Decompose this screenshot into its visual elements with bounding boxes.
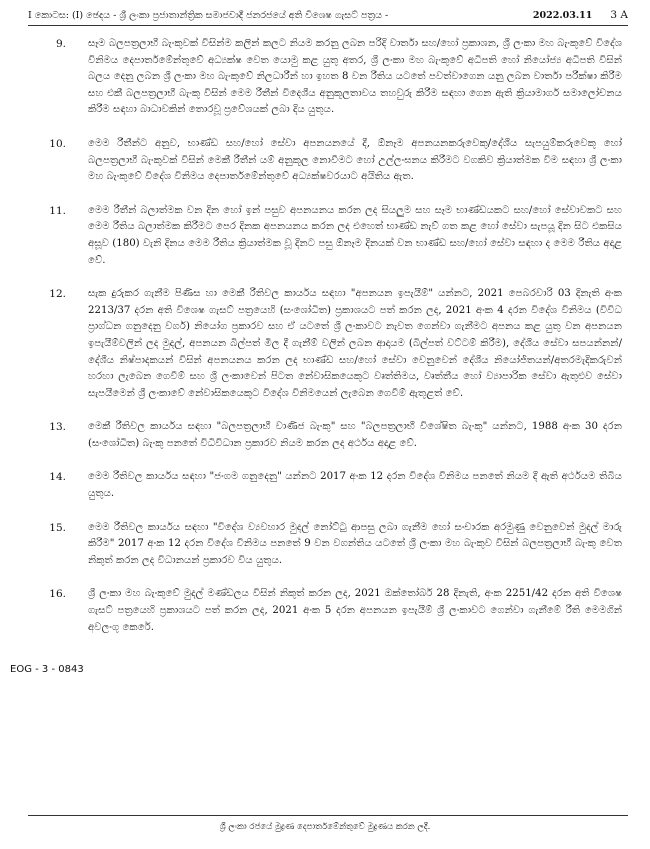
clause-11	[28, 203, 622, 269]
clause-number: 14.	[49, 471, 66, 484]
clause-text: මෙම රීතිවල කාර්යය සඳහා "විදේශ ව්‍යවහාර මුදල් නෝට්ටු ආපසු ලබා ගැනීම හෝ සංචාරක අරමුණු වෙනුවෙන් මුදල් මාරු කිරීම" 2017 අංක 12 දරන විදේශ විනිමය පනතේ 9 වන වගන්තිය යටතේ ශ්‍රී ලංකා මහ බැංකුව විසින් බලපත්‍රලාභී බැංකු වෙත නිකුත් කරන ලද විධානයන් ප්‍රකාරව විය යුතුය.	[88, 521, 622, 566]
clause-number: 15.	[49, 521, 66, 534]
clause-number: 16.	[49, 588, 66, 601]
clause-text: ශ්‍රී ලංකා මහ බැංකුවේ මුදල් මණ්ඩලය විසින් නිකුත් කරන ලද, 2021 ඔක්තෝබර් 28 දිනැති, අංක 2251/42 දරන අති විශෙෂ ගැසට් පත්‍රයෙහි ප්‍රකාශයට පත් කරන ලද, 2021 අංක 5 දරන අපනයන ඉපැයීම් ශ්‍රී ලංකාවට ගෙන්වා ගැනීමේ රීති මෙමගින් අවලංගු කෙරේ.	[88, 588, 622, 633]
gazette-title: I කොටස: (I) ඡෙදය - ශ්‍රී ලංකා ප්‍රජාතාන්ත්‍රික සමාජවාදී ජනරජයේ අති විශෙෂ ගැසට් පත්‍රය -	[28, 9, 389, 21]
clause-13	[28, 419, 622, 452]
clause-text: මෙකී රීතිවල කාර්යය සඳහා "බලපත්‍රලාභී වාණිජ බැංකු" සහ "බලපත්‍රලාභී විශේෂිත බැංකු" යන්නට, 1988 අංක 30 දරන (සංශෝධිත) බැංකු පනතේ විධිවිධාන ප්‍රකාරව නියම කරන ලද අර්ථය අදාළ වේ.	[88, 421, 622, 449]
clause-10	[28, 136, 622, 186]
clause-15	[28, 520, 622, 570]
clause-14	[28, 469, 622, 502]
clause-number: 11.	[49, 204, 66, 217]
footer-divider	[28, 815, 628, 816]
clause-number: 12.	[49, 288, 66, 301]
clause-number: 10.	[49, 137, 66, 150]
clause-number: 9.	[55, 38, 66, 50]
printer-imprint: ශ්‍රී ලංකා රජයේ මුද්‍රණ දෙපාර්තමේන්තුවේ මුද්‍රණය කරන ලදී.	[219, 822, 431, 832]
clause-text: සැක දුරුකර ගැනීම පිණිස හා මෙකී රීතිවල කාර්යය සඳහා "අපනයන ඉපැයීම්" යන්නට, 2021 පෙබරවාරි 03 දිනැති අංක 2213/37 දරන අති විශෙෂ ගැසට් පත්‍රයෙහි (සංශෝධිත) ප්‍රකාශයට පත් කරන ලද, 2021 අංක 4 දරන විදේශ විනිමය (විවිධ ප්‍රාග්ධන ගනුදෙනු වර්ග) නියෝග ප්‍රකාරව සහ ඒ යටතේ ශ්‍රී ලංකාවට නැවත ගෙන්වා ගැනීමට අපනය කළ යුතු වන අපනයන ඉපැයීම්වලින් ලද මුදල්, අපනයන බිල්පත් මිල දී ගැනීම් වලින් ලබන ආදායම (බිල්පත් වට්ටම් කිරීම), දේශීය සේවා සපයන්නන්/දේශීය නිෂ්පාදකයන් විසින් අපනයනය කරන ලද භාණ්ඩ සහ/හෝ සේවා වෙනුවෙන් දේශීය නියෝජිතයන්/අතරමැදිකරුවන් හරහා ලැබෙන ගෙවීම් සහ ශ්‍රී ලංකාවෙන් පිටත නේවාසිකයෙකුට වෘත්තිමය, වෘත්තීය හෝ ව්‍යාපාරික සේවා ඇතුළුව සේවා සැපයීමෙන් ශ්‍රී ලංකාවේ නේවාසිකයෙකුට විදේශ විනිමයෙන් ලැබෙන ගෙවීම් ඇතුළත් වේ.	[88, 288, 622, 399]
clause-number: 13.	[49, 421, 66, 434]
document-code: EOG - 3 - 0843	[10, 664, 84, 675]
page-number: 3 A	[610, 9, 628, 21]
clause-text: මෙම රීතීන් බලාත්මක වන දින හෝ ඉන් පසුව අපනයනය කරන ලද සියලුම සහ සෑම භාණ්ඩයකට සහ/හෝ සේවාවකට සහ මෙම රීතිය බලාත්මක කිරීමට පෙර දිනක අපනයනය කරන ලද එහෙත් භාණ්ඩ නැව් ගත කළ හෝ සේවා සැපයූ දින සිට එකසිය අසූව (180) වැනි දිනය මෙම රීතිය ක්‍රියාත්මක වූ දිනට පසු ඕනෑම දිනයක් වන භාණ්ඩ සහ/හෝ සේවා සඳහා ද මෙම රීතිය අදාළ වේ.	[88, 204, 622, 266]
clause-9	[28, 36, 622, 119]
clause-text: මෙම රීතීන්ට අනුව, භාණ්ඩ සහ/හෝ සේවා අපනයනයේ දී, ඕනෑම අපනයනකරුවෙකු/දේශීය සැපයුම්කරුවෙකු හෝ බලපත්‍රලාභී බැංකුවක් විසින් මෙකී රීතීන් යම් අනුකූල නොවීමට හෝ උල්ලංඝනය කිරීමට වගකිව ක්‍රියාත්මක විම සඳහා ශ්‍රී ලංකා මහ බැංකුවේ විදේශ විනිමය දෙපාර්තමේන්තුවේ අධ්‍යක්ෂවරයාට අයිතිය ඇත.	[88, 137, 622, 183]
clause-text: මෙම රීතිවල කාර්යය සඳහා "ජංගම ගනුදෙනු" යන්නට 2017 අංක 12 දරන විදේශ විනිමය පනතේ නියම දී ඇති අර්ථයම තිබිය යුතුය.	[88, 471, 622, 500]
clause-12	[28, 286, 622, 402]
gazette-date: 2022.03.11	[532, 9, 593, 21]
clause-16	[28, 586, 622, 636]
header-divider	[28, 25, 628, 26]
clause-list	[28, 36, 622, 653]
page-header	[28, 6, 628, 24]
clause-text: සෑම බලපත්‍රලාභී බැංකුවක් විසින්ම කලින් කලට නියම කරනු ලබන පරිදි වාර්තා සහ/හෝ ප්‍රකාශන, ශ්‍රී ලංකා මහ බැංකුවේ විදේශ විනිමය දෙපාර්තමේන්තුවේ අධ්‍යක්ෂ වෙත යොමු කළ යුතු අතර, ශ්‍රී ලංකා මහ බැංකුවේ අධිපති හෝ නියෝජ්‍ය අධිපති විසින් බලය දෙනු ලබන ශ්‍රී ලංකා මහ බැංකුවේ නිලධාරීන් හා ඉහත 8 වන රීතිය යටතේ පවත්වාගෙන යනු ලබන වාර්තා පරීක්ෂා කිරීම සහ එකී බලපත්‍රලාභී බැංකු විසින් මෙම රීතීන් විදෙශීය අනුකූලතාවය තහවුරු කිරීම සඳහා ගෙන ඇති ක්‍රියාමාර්ග සමාලෝචනය කිරීම සඳහා බාධාවකින් තොරවූ ප්‍රවේශයක් ලබා දිය යුතුය.	[88, 38, 622, 116]
